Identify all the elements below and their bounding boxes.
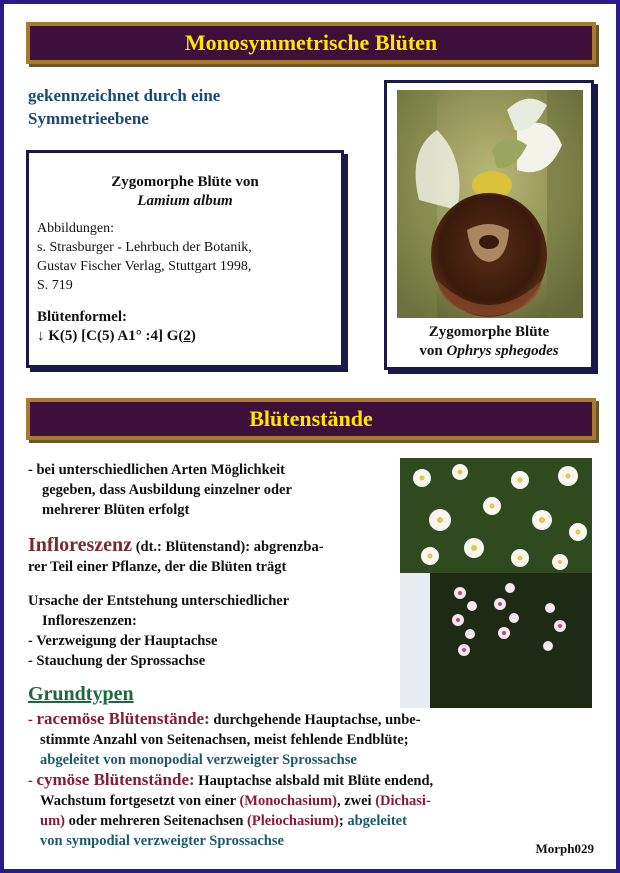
cymose-text: Hauptachse alsbald mit Blüte endend, [194, 773, 434, 789]
symmetry-description [28, 84, 358, 130]
orchid-caption-line: Zygomorphe Blüte [428, 324, 550, 340]
racemose-text: durchgehende Hauptachse, unbe- [209, 712, 421, 728]
list-dash: - [28, 712, 37, 728]
cymose-derived: von sympodial verzweigter Sprossachse [40, 833, 284, 849]
orchid-caption [387, 323, 591, 361]
reference-line: s. Strasburger - Lehrbuch der Botanik, [37, 240, 252, 255]
term-dichasium: (Dichasi- [375, 793, 431, 809]
term-dichasium: um) [40, 813, 65, 829]
lamium-caption [37, 173, 333, 211]
reference-line: Abbildungen: [37, 221, 114, 236]
slide-code: Morph029 [535, 841, 594, 856]
grundtypen-heading: Grundtypen [28, 683, 134, 705]
racemose-text: stimmte Anzahl von Seitenachsen, meist fehlende Endblüte; [40, 732, 409, 748]
orchid-photo [397, 90, 583, 318]
flower-formula [37, 328, 333, 345]
symmetry-line-1: gekennzeichnet durch eine [28, 86, 221, 105]
formula-label: Blütenformel: [37, 309, 127, 325]
infloreszenz-term: Infloreszenz [28, 534, 133, 556]
cymose-text: Wachstum fortgesetzt von einer [40, 793, 240, 809]
reference-line: S. 719 [37, 278, 73, 293]
infloreszenz-definition [28, 535, 388, 577]
section-title-monosymmetric [26, 22, 596, 64]
term-monochasium: (Monochasium) [239, 793, 337, 809]
bullet-line: mehrerer Blüten erfolgt [42, 502, 190, 518]
cymose-line-3 [28, 811, 588, 831]
list-dash: - [28, 773, 37, 789]
racemose-title: racemöse Blütenstände: [36, 709, 210, 728]
orchid-caption-prefix: von [419, 343, 447, 359]
cymose-derived: abgeleitet [347, 813, 407, 829]
formula-main: K(5) [C(5) A1° :4] G( [44, 328, 184, 344]
references [37, 219, 333, 295]
lamium-caption-line: Zygomorphe Blüte von [111, 174, 259, 190]
orchid-photo-box [384, 80, 594, 370]
cause-item: - Stauchung der Sprossachse [28, 653, 206, 669]
cause-item: - Verzweigung der Hauptachse [28, 633, 218, 649]
section-title-text: Monosymmetrische Blüten [184, 30, 438, 55]
section-title-inflorescences [26, 398, 596, 440]
lamium-species-name: Lamium album [137, 193, 233, 209]
formula-carpels: 2 [183, 328, 191, 344]
cymose-text: ; [338, 813, 348, 829]
term-pleiochasium: (Pleiochasium) [247, 813, 339, 829]
inflorescence-photos [400, 458, 592, 708]
cause-line: Ursache der Entstehung unterschiedlicher [28, 593, 290, 609]
bullet-line: - bei unterschiedlichen Arten Möglichkeit [28, 462, 285, 478]
formula-end: ) [190, 328, 196, 344]
cymose-line [28, 770, 588, 791]
racemose-derived: abgeleitet von monopodial verzweigter Sprossachse [40, 752, 357, 768]
down-arrow-icon: ↓ [37, 328, 45, 344]
definition-text: rer Teil einer Pflanze, der die Blüten trägt [28, 559, 287, 575]
bullet-species-variation [28, 460, 388, 520]
cause-section [28, 591, 388, 671]
racemose-line [28, 709, 588, 730]
cymose-text: oder mehreren Seitenachsen [64, 813, 248, 829]
cause-line: Infloreszenzen: [42, 613, 137, 629]
reference-line: Gustav Fischer Verlag, Stuttgart 1998, [37, 259, 252, 274]
lamium-info-box [26, 150, 344, 368]
section-title-text: Blütenstände [249, 406, 373, 431]
orchid-species-name: Ophrys sphegodes [446, 343, 559, 359]
symmetry-line-2: Symmetrieebene [28, 109, 149, 128]
cymose-text: , zwei [336, 793, 376, 809]
bullet-line: gegeben, dass Ausbildung einzelner oder [42, 482, 292, 498]
cymose-line-2 [28, 791, 588, 811]
cymose-title: cymöse Blütenstände: [36, 770, 195, 789]
definition-text: (dt.: Blütenstand): abgrenzba- [132, 539, 324, 555]
inflorescence-types [28, 709, 588, 851]
